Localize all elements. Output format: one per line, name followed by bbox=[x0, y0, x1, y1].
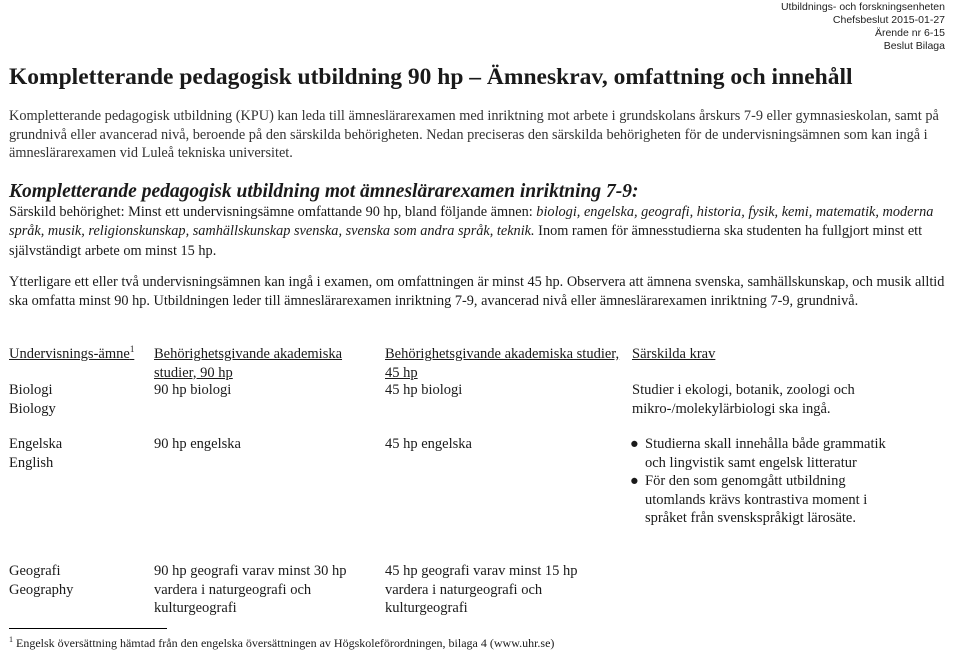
additional-subjects-paragraph: Ytterligare ett eller två undervisningsämnen kan ingå i examen, om omfattningen är minst 45 hp. Observera att ämnena svenska, samhällskunskap, och musik alltid ska omfatta minst 90 hp. Utbildningen leder till ämneslärarexamen inriktning 7-9, avancerad nivå eller ämneslärarexamen inriktning 7-9, grundnivå. bbox=[9, 274, 945, 310]
eligibility-subjects: biologi, engelska, geografi, historia, fysik, kemi, matematik, moderna språk, musik, religionskunskap, samhällskunskap svenska, svenska som andra språk, teknik. bbox=[9, 204, 934, 240]
section-subtitle: Kompletterande pedagogisk utbildning mot ämneslärarexamen inriktning 7-9: bbox=[9, 181, 639, 202]
eligibility-paragraph bbox=[9, 203, 960, 261]
header-45hp: Behörighetsgivande akademiska studier, 45 hp bbox=[385, 346, 620, 381]
table-cell-requirements bbox=[630, 435, 892, 528]
header-subject: Undervisnings-ämne$^1$ bbox=[9, 344, 135, 362]
table-cell-90hp: 90 hp engelska bbox=[154, 436, 241, 452]
header-unit: Utbildnings- och forskningsenheten bbox=[780, 1, 945, 13]
table-row-subject bbox=[9, 381, 139, 418]
bullet-icon: ● bbox=[630, 436, 639, 452]
table-cell-45hp: 45 hp engelska bbox=[385, 436, 472, 452]
header-requirements: Särskilda krav bbox=[632, 346, 716, 362]
footnote-mark: 1 bbox=[9, 635, 13, 644]
bullet-icon: ● bbox=[630, 473, 639, 489]
document-header bbox=[781, 1, 945, 53]
list-item: ● Studierna skall innehålla både grammatik och lingvistik samt engelsk litteratur bbox=[630, 436, 886, 471]
footnote-divider bbox=[9, 628, 167, 629]
subject-name: Engelska bbox=[9, 436, 63, 452]
table-cell-90hp: 90 hp geografi varav minst 30 hp vardera i naturgeografi och kulturgeografi bbox=[154, 563, 347, 616]
header-90hp: Behörighetsgivande akademiska studier, 90 hp bbox=[154, 346, 343, 381]
header-decision: Chefsbeslut 2015-01-27 bbox=[832, 14, 945, 26]
eligibility-tail: Inom ramen för ämnesstudierna ska studenten ha fullgjort minst ett självständigt arbete om minst 15 hp. bbox=[9, 223, 923, 259]
subject-english: English bbox=[9, 454, 54, 471]
table-cell-requirements: Studier i ekologi, botanik, zoologi och mikro-/molekylärbiologi ska ingå. bbox=[632, 382, 855, 417]
table-cell-45hp: 45 hp biologi bbox=[385, 382, 463, 398]
list-item: ● För den som genomgått utbildning utomlands krävs kontrastiva moment i språket från svenskspråkigt lärosäte. bbox=[630, 473, 868, 526]
eligibility-lead: Särskild behörighet: Minst ett undervisningsämne omfattande 90 hp, bland följande ämnen: bbox=[9, 204, 537, 220]
page-title: Kompletterande pedagogisk utbildning 90 hp – Ämneskrav, omfattning och innehåll bbox=[9, 64, 853, 90]
table-row-subject bbox=[9, 435, 139, 472]
header-case-number: Ärende nr 6-15 bbox=[874, 27, 945, 39]
footnote-text: Engelsk översättning hämtad från den engelska översättningen av Högskoleförordningen, bilaga 4 (www.uhr.se) bbox=[13, 636, 555, 650]
footnote bbox=[9, 636, 554, 651]
subject-name: Geografi bbox=[9, 563, 61, 579]
table-row-subject bbox=[9, 562, 139, 599]
table-cell-45hp: 45 hp geografi varav minst 15 hp vardera i naturgeografi och kulturgeografi bbox=[385, 563, 578, 616]
subject-name: Biologi bbox=[9, 382, 53, 398]
subject-english: Biology bbox=[9, 400, 56, 417]
footnote-ref: 1 bbox=[129, 344, 135, 355]
table-cell-90hp: 90 hp biologi bbox=[154, 382, 232, 398]
subject-english: Geography bbox=[9, 581, 74, 598]
header-attachment: Beslut Bilaga bbox=[883, 40, 945, 52]
intro-paragraph: Kompletterande pedagogisk utbildning (KPU) kan leda till ämneslärarexamen med inriktning mot arbete i grundskolans årskurs 7-9 eller gymnasieskolan, samt på grundnivå eller avancerad nivå, beroende på den särskilda behörigheten. Nedan preciseras den särskilda behörigheten för de undervisningsämnen som kan ingå i ämneslärarexamen vid Luleå tekniska universitet. bbox=[9, 108, 939, 161]
